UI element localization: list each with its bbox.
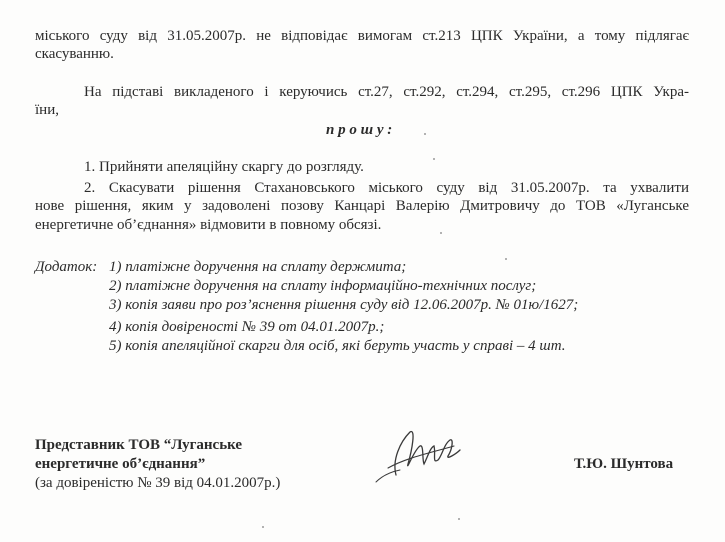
representative-title-line-2: енергетичне об’єднання” xyxy=(35,456,206,472)
attachment-item: 2) платіжне доручення на сплату інформаційно-технічних послуг; xyxy=(109,278,537,294)
request-heading: п р о ш у : xyxy=(326,122,393,138)
paragraph-2-line-2: їни, xyxy=(35,102,59,118)
power-of-attorney-note: (за довіреністю № 39 від 04.01.2007р.) xyxy=(35,475,281,491)
request-item-1: 1. Прийняти апеляційну скаргу до розгляду. xyxy=(84,159,364,175)
scan-speck xyxy=(440,232,442,234)
scan-speck xyxy=(458,518,460,520)
request-item-2-line-2: нове рішення, яким у задоволені позову Канцарі Валерію Дмитровичу до ТОВ «Луганське xyxy=(35,198,689,214)
scan-speck xyxy=(262,526,264,528)
paragraph-1-line-2: скасуванню. xyxy=(35,46,114,62)
attachment-item: 1) платіжне доручення на сплату держмита; xyxy=(109,259,407,275)
paragraph-2-line-1: На підставі викладеного і керуючись ст.27, ст.292, ст.294, ст.295, ст.296 ЦПК Укра- xyxy=(84,84,689,100)
attachment-item: 4) копія довіреності № 39 от 04.01.2007р.; xyxy=(109,319,385,335)
attachment-item: 5) копія апеляційної скарги для осіб, які беруть участь у справі – 4 шт. xyxy=(109,338,566,354)
signatory-name: Т.Ю. Шунтова xyxy=(574,456,674,472)
handwritten-signature xyxy=(366,420,466,490)
attachments-label: Додаток: xyxy=(35,259,98,275)
scan-speck xyxy=(433,158,435,160)
scan-speck xyxy=(505,258,507,260)
representative-title-line-1: Представник ТОВ “Луганське xyxy=(35,437,243,453)
paragraph-1-line-1: міського суду від 31.05.2007р. не відповідає вимогам ст.213 ЦПК України, а тому підлягає xyxy=(35,28,689,44)
scan-speck xyxy=(424,133,426,135)
request-item-2-line-3: енергетичне об’єднання» відмовити в повному обсязі. xyxy=(35,217,382,233)
request-item-2-line-1: 2. Скасувати рішення Стахановського міського суду від 31.05.2007р. та ухвалити xyxy=(84,180,689,196)
attachment-item: 3) копія заяви про роз’яснення рішення суду від 12.06.2007р. № 01ю/1627; xyxy=(109,297,579,313)
